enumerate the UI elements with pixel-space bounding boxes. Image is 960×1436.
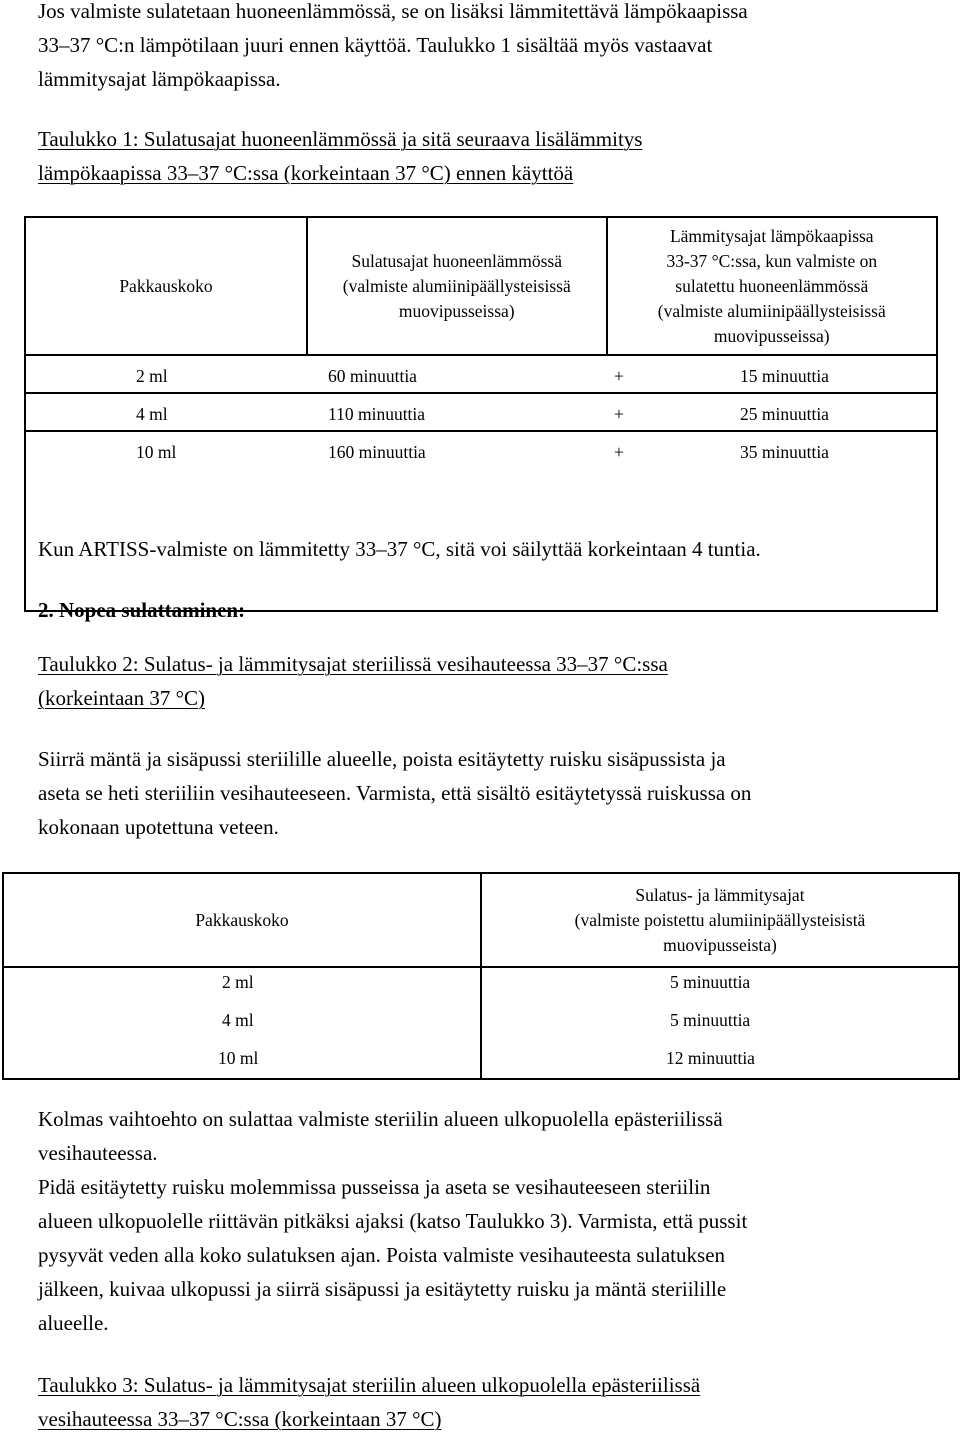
caption-line: Taulukko 1: Sulatusajat huoneenlämmössä ja sitä seuraava lisälämmitys — [38, 127, 643, 151]
caption-line: Taulukko 3: Sulatus- ja lämmitysajat steriilin alueen ulkopuolella epästeriilissä — [38, 1373, 701, 1397]
row-size: 4 ml — [136, 404, 168, 424]
table2-caption — [38, 647, 922, 715]
instruction-line: Siirrä mäntä ja sisäpussi steriilille alueelle, poista esitäytetty ruisku sisäpussista ja — [38, 747, 726, 771]
caption-line: vesihauteessa 33–37 °C:ssa (korkeintaan 37 °C) — [38, 1407, 442, 1431]
header-pakkauskoko: Pakkauskoko — [195, 909, 289, 930]
storage-note — [38, 532, 922, 566]
row-warm: 25 minuuttia — [740, 404, 829, 424]
paragraph-line: alueen ulkopuolelle riittävän pitkäksi ajaksi (katso Taulukko 3). Varmista, että pussit — [38, 1209, 748, 1233]
storage-note-line: Kun ARTISS-valmiste on lämmitetty 33–37 °C, sitä voi säilyttää korkeintaan 4 tuntia. — [38, 537, 761, 561]
row-time: 5 minuuttia — [670, 972, 751, 992]
header-lammitysajat: Lämmitysajat lämpökaapissa 33-37 °C:ssa, kun valmiste on sulatettu huoneenlämmössä (valmiste alumiinipäällysteisissä muovipusseissa) — [607, 217, 937, 355]
caption-line: (korkeintaan 37 °C) — [38, 686, 206, 710]
row-plus: + — [614, 404, 624, 424]
row-time: 5 minuuttia — [670, 1010, 751, 1030]
table1-body — [25, 355, 937, 611]
row-thaw: 110 minuuttia — [328, 404, 426, 424]
paragraph-line: jälkeen, kuivaa ulkopussi ja siirrä sisäpussi ja esitäytetty ruisku ja mäntä steriilille — [38, 1277, 727, 1301]
header-sulatusajat: Sulatus- ja lämmitysajat (valmiste poistettu alumiinipäällysteisistä muovipusseista) — [574, 884, 866, 955]
table-row — [4, 970, 958, 1000]
intro-line: Jos valmiste sulatetaan huoneenlämmössä, se on lisäksi lämmitettävä lämpökaapissa — [38, 0, 748, 23]
row-divider — [24, 430, 938, 432]
table-row — [4, 1046, 958, 1076]
table1-header-row — [25, 217, 937, 355]
paragraph-line: vesihauteessa. — [38, 1141, 158, 1165]
row-size: 4 ml — [222, 1010, 254, 1030]
row-size: 2 ml — [136, 366, 168, 386]
row-size: 2 ml — [222, 972, 254, 992]
caption-line: lämpökaapissa 33–37 °C:ssa (korkeintaan 37 °C) ennen käyttöä — [38, 161, 574, 185]
paragraph-line: Pidä esitäytetty ruisku molemmissa pusseissa ja aseta se vesihauteeseen steriilin — [38, 1175, 711, 1199]
section2-instructions — [38, 742, 922, 844]
section3-paragraph — [38, 1102, 922, 1340]
row-size: 10 ml — [136, 442, 177, 462]
intro-paragraph — [38, 0, 922, 96]
header-divider — [4, 966, 958, 968]
row-size: 10 ml — [218, 1048, 259, 1068]
header-sulatusajat: Sulatusajat huoneenlämmössä (valmiste alumiinipäällysteisissä muovipusseissa) — [307, 217, 607, 355]
intro-line: lämmitysajat lämpökaapissa. — [38, 67, 281, 91]
table1-caption — [38, 122, 922, 190]
intro-line: 33–37 °C:n lämpötilaan juuri ennen käyttöä. Taulukko 1 sisältää myös vastaavat — [38, 33, 713, 57]
row-divider — [24, 392, 938, 394]
table3-caption — [38, 1368, 922, 1436]
paragraph-line: Kolmas vaihtoehto on sulattaa valmiste steriilin alueen ulkopuolella epästeriilissä — [38, 1107, 723, 1131]
caption-line: Taulukko 2: Sulatus- ja lämmitysajat steriilissä vesihauteessa 33–37 °C:ssa — [38, 652, 668, 676]
table1-body-cell — [25, 355, 937, 611]
table-row — [26, 440, 936, 472]
paragraph-line: alueelle. — [38, 1311, 109, 1335]
instruction-line: aseta se heti steriiliin vesihauteeseen. Varmista, että sisältö esitäytetyssä ruiskussa on — [38, 781, 752, 805]
row-plus: + — [614, 366, 624, 386]
table2 — [2, 872, 960, 1080]
row-time: 12 minuuttia — [666, 1048, 755, 1068]
header-pakkauskoko: Pakkauskoko — [25, 217, 307, 355]
row-thaw: 60 minuuttia — [328, 366, 417, 386]
table-row — [4, 1008, 958, 1038]
paragraph-line: pysyvät veden alla koko sulatuksen ajan. Poista valmiste vesihauteesta sulatuksen — [38, 1243, 726, 1267]
row-thaw: 160 minuuttia — [328, 442, 426, 462]
section2-heading: 2. Nopea sulattaminen: — [38, 598, 246, 622]
instruction-line: kokonaan upotettuna veteen. — [38, 815, 279, 839]
row-plus: + — [614, 442, 624, 462]
row-warm: 35 minuuttia — [740, 442, 829, 462]
row-warm: 15 minuuttia — [740, 366, 829, 386]
